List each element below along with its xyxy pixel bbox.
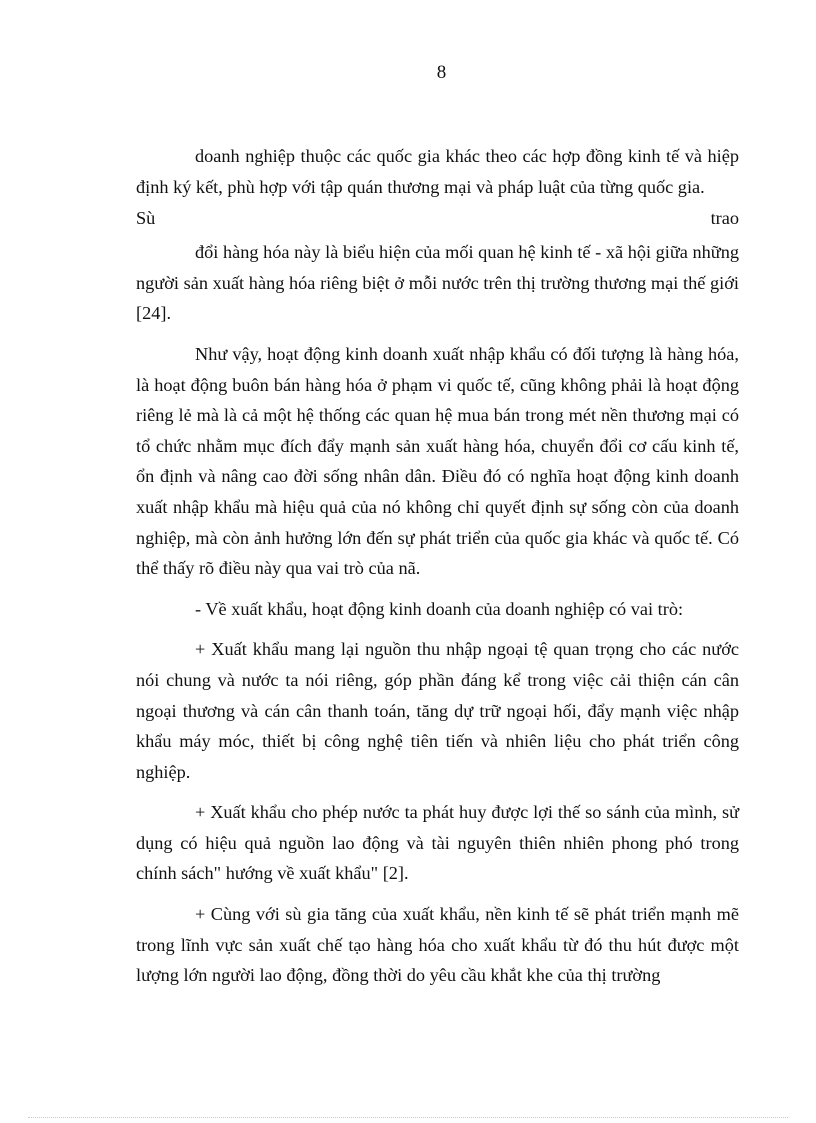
paragraph-2: đổi hàng hóa này là biểu hiện của mối quan hệ kinh tế - xã hội giữa những người sản xuất hàng hóa riêng biệt ở mỗi nước trên thị trường thương mại thế giới [24]. [136,242,739,324]
paragraph-1: doanh nghiệp thuộc các quốc gia khác theo các hợp đồng kinh tế và hiệp định ký kết, phù hợp với tập quán thương mại và pháp luật của từng quốc gia. [136,146,739,197]
page-number: 8 [436,62,447,83]
paragraph-5: + Xuất khẩu mang lại nguồn thu nhập ngoại tệ quan trọng cho các nước nói chung và nước ta nói riêng, góp phần đáng kể trong việc cải thiện cán cân ngoại thương và cán cân thanh toán, tăng dự trữ ngoại hối, đẩy mạnh việc nhập khẩu máy móc, thiết bị công nghệ tiên tiến và nhiên liệu cho phát triển công nghiệp. [136,639,739,782]
split-word-left: Sù [136,208,156,229]
paragraph-4: - Về xuất khẩu, hoạt động kinh doanh của doanh nghiệp có vai trò: [195,598,684,619]
paragraph-7: + Cùng với sù gia tăng của xuất khẩu, nền kinh tế sẽ phát triển mạnh mẽ trong lĩnh vực sản xuất chế tạo hàng hóa cho xuất khẩu từ đó thu hút được một lượng lớn người lao động, đồng thời do yêu cầu khắt khe của thị trường [136,904,739,986]
paragraph-3: Như vậy, hoạt động kinh doanh xuất nhập khẩu có đối tượng là hàng hóa, là hoạt động buôn bán hàng hóa ở phạm vi quốc tế, cũng không phải là hoạt động riêng lẻ mà là cả một hệ thống các quan hệ mua bán trong mét nền thương mại có tổ chức nhằm mục đích đẩy mạnh sản xuất hàng hóa, chuyển đổi cơ cấu kinh tế, ổn định và nâng cao đời sống nhân dân. Điều đó có nghĩa hoạt động kinh doanh xuất nhập khẩu mà hiệu quả của nó không chỉ quyết định sự sống còn của doanh nghiệp, mà còn ảnh hưởng lớn đến sự phát triển của quốc gia khác và quốc tế. Có thể thấy rõ điều này qua vai trò của nã. [136,343,739,579]
split-word-right: trao [710,208,739,229]
split-line [136,202,739,234]
document-body [136,141,739,1001]
paragraph-6: + Xuất khẩu cho phép nước ta phát huy được lợi thế so sánh của mình, sử dụng có hiệu quả nguồn lao động và tài nguyên thiên nhiên phong phó trong chính sách" hướng về xuất khẩu" [2]. [136,802,739,884]
page-bottom-rule [28,1117,788,1118]
